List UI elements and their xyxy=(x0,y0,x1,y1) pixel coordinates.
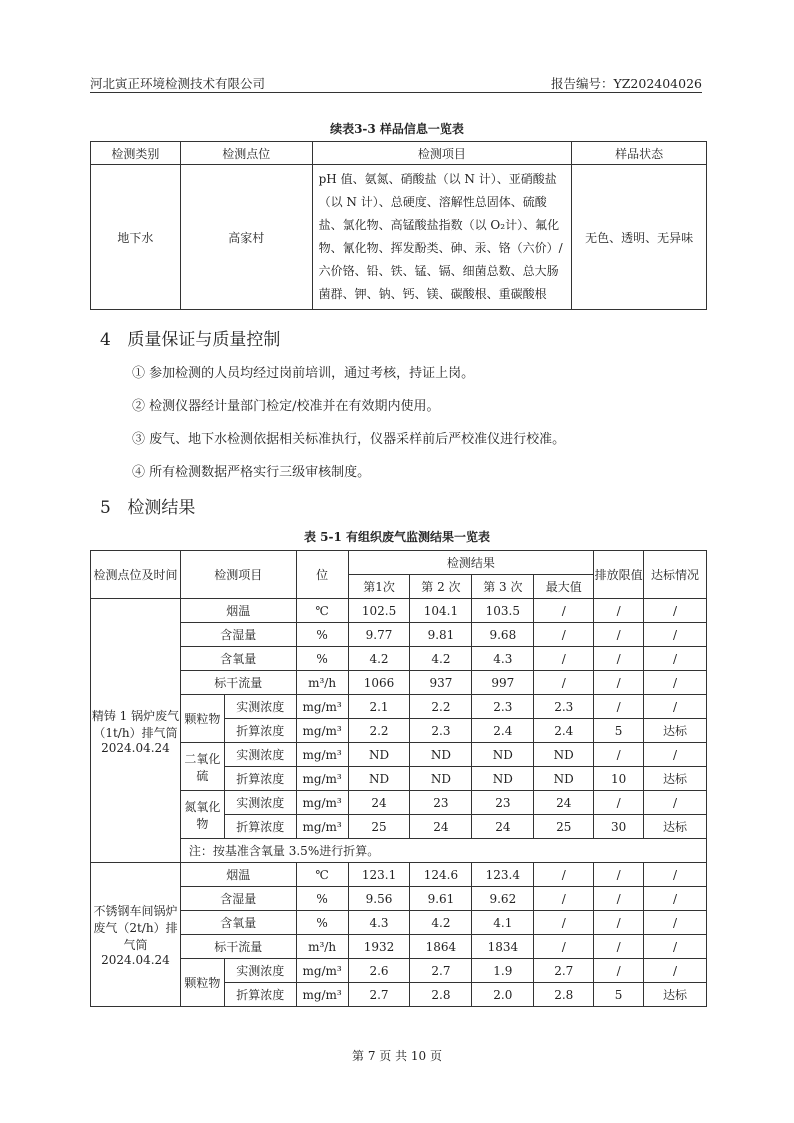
value-cell: ND xyxy=(410,743,472,767)
unit-cell: % xyxy=(296,887,348,911)
value-cell: / xyxy=(594,911,644,935)
table-row xyxy=(91,599,707,623)
header-run-3: 第 3 次 xyxy=(472,575,534,599)
page-header xyxy=(90,72,702,93)
value-cell: / xyxy=(594,623,644,647)
unit-cell: mg/m³ xyxy=(296,815,348,839)
header-category: 检测类别 xyxy=(91,142,181,165)
section-5-heading xyxy=(100,493,195,518)
value-cell: / xyxy=(534,671,594,695)
value-cell: 1864 xyxy=(410,935,472,959)
value-cell: 24 xyxy=(472,815,534,839)
value-cell: 5 xyxy=(594,719,644,743)
value-cell: ND xyxy=(472,743,534,767)
table-row xyxy=(91,165,707,310)
sub-item-cell: 折算浓度 xyxy=(224,983,296,1007)
table-row xyxy=(91,791,707,815)
point-time-cell: 不锈钢车间锅炉废气（2t/h）排气筒 2024.04.24 xyxy=(91,863,181,1007)
section-4-heading xyxy=(100,325,280,350)
pollutant-cell: 颗粒物 xyxy=(180,959,224,1007)
unit-cell: mg/m³ xyxy=(296,743,348,767)
value-cell: 25 xyxy=(348,815,410,839)
table-row xyxy=(91,887,707,911)
unit-cell: ℃ xyxy=(296,863,348,887)
table-row xyxy=(91,647,707,671)
company-name: 河北寅正环境检测技术有限公司 xyxy=(90,76,266,91)
item-cell: 含湿量 xyxy=(180,887,296,911)
header-limit: 排放限值 xyxy=(594,551,644,599)
value-cell: ND xyxy=(534,767,594,791)
item-cell: 含湿量 xyxy=(180,623,296,647)
value-cell: 25 xyxy=(534,815,594,839)
value-cell: / xyxy=(644,743,707,767)
value-cell: 2.2 xyxy=(410,695,472,719)
unit-cell: mg/m³ xyxy=(296,767,348,791)
value-cell: / xyxy=(644,647,707,671)
point-time-cell: 精铸 1 锅炉废气（1t/h）排气筒 2024.04.24 xyxy=(91,599,181,863)
value-cell: 124.6 xyxy=(410,863,472,887)
table-5-1-caption: 表 5-1 有组织废气监测结果一览表 xyxy=(303,530,491,544)
value-cell: 2.7 xyxy=(348,983,410,1007)
value-cell: 2.1 xyxy=(348,695,410,719)
sub-item-cell: 实测浓度 xyxy=(224,959,296,983)
table-note-row xyxy=(91,839,707,863)
sub-item-cell: 折算浓度 xyxy=(224,815,296,839)
header-items: 检测项目 xyxy=(312,142,572,165)
sub-item-cell: 折算浓度 xyxy=(224,767,296,791)
value-cell: / xyxy=(534,647,594,671)
value-cell: 4.3 xyxy=(472,647,534,671)
unit-cell: mg/m³ xyxy=(296,959,348,983)
value-cell: / xyxy=(534,863,594,887)
value-cell: / xyxy=(534,887,594,911)
table-row xyxy=(91,743,707,767)
sub-item-cell: 实测浓度 xyxy=(224,791,296,815)
value-cell: 104.1 xyxy=(410,599,472,623)
table-3-3-caption: 续表3-3 样品信息一览表 xyxy=(330,122,464,136)
unit-cell: m³/h xyxy=(296,935,348,959)
value-cell: 1.9 xyxy=(472,959,534,983)
item-cell: 含氧量 xyxy=(180,911,296,935)
value-cell: 2.4 xyxy=(472,719,534,743)
unit-cell: ℃ xyxy=(296,599,348,623)
value-cell: / xyxy=(594,599,644,623)
value-cell: / xyxy=(594,863,644,887)
sample-info-table xyxy=(90,141,707,310)
value-cell: 4.3 xyxy=(348,911,410,935)
sub-item-cell: 实测浓度 xyxy=(224,695,296,719)
value-cell: / xyxy=(594,959,644,983)
value-cell: 9.81 xyxy=(410,623,472,647)
report-number: 报告编号：YZ202404026 xyxy=(550,76,702,91)
value-cell: 4.2 xyxy=(410,647,472,671)
value-cell: 9.62 xyxy=(472,887,534,911)
table-header-row xyxy=(91,142,707,165)
header-point: 检测点位 xyxy=(180,142,312,165)
value-cell: / xyxy=(644,623,707,647)
value-cell: 2.7 xyxy=(410,959,472,983)
sub-item-cell: 折算浓度 xyxy=(224,719,296,743)
value-cell: / xyxy=(644,887,707,911)
value-cell: / xyxy=(594,887,644,911)
table-row xyxy=(91,935,707,959)
value-cell: 4.2 xyxy=(348,647,410,671)
value-cell: / xyxy=(644,863,707,887)
unit-cell: m³/h xyxy=(296,671,348,695)
section-number: 4 xyxy=(100,330,111,350)
value-cell: 达标 xyxy=(644,719,707,743)
unit-cell: mg/m³ xyxy=(296,791,348,815)
emission-results-table xyxy=(90,550,707,1007)
value-cell: / xyxy=(644,791,707,815)
header-max: 最大值 xyxy=(534,575,594,599)
value-cell: ND xyxy=(472,767,534,791)
value-cell: / xyxy=(644,935,707,959)
value-cell: 123.4 xyxy=(472,863,534,887)
value-cell: / xyxy=(534,623,594,647)
section-title: 检测结果 xyxy=(127,498,196,518)
table-row xyxy=(91,911,707,935)
value-cell: / xyxy=(534,911,594,935)
section-title: 质量保证与质量控制 xyxy=(127,330,281,350)
table-row xyxy=(91,623,707,647)
value-cell: 10 xyxy=(594,767,644,791)
header-item: 检测项目 xyxy=(180,551,296,599)
value-cell: 达标 xyxy=(644,815,707,839)
value-cell: 1932 xyxy=(348,935,410,959)
note-cell: 注：按基准含氧量 3.5%进行折算。 xyxy=(180,839,706,863)
header-state: 样品状态 xyxy=(572,142,707,165)
value-cell: ND xyxy=(534,743,594,767)
value-cell: 9.77 xyxy=(348,623,410,647)
header-point-time: 检测点位及时间 xyxy=(91,551,181,599)
item-cell: 标干流量 xyxy=(180,671,296,695)
item-cell: 烟温 xyxy=(180,599,296,623)
value-cell: 达标 xyxy=(644,767,707,791)
value-cell: 2.4 xyxy=(534,719,594,743)
value-cell: / xyxy=(644,911,707,935)
value-cell: 24 xyxy=(410,815,472,839)
value-cell: 2.6 xyxy=(348,959,410,983)
value-cell: / xyxy=(644,599,707,623)
unit-cell: % xyxy=(296,647,348,671)
value-cell: 2.2 xyxy=(348,719,410,743)
value-cell: 23 xyxy=(410,791,472,815)
table-row xyxy=(91,959,707,983)
sub-item-cell: 实测浓度 xyxy=(224,743,296,767)
value-cell: 23 xyxy=(472,791,534,815)
page-footer: 第 7 页 共 10 页 xyxy=(352,1049,442,1063)
unit-cell: mg/m³ xyxy=(296,719,348,743)
value-cell: / xyxy=(534,599,594,623)
header-unit: 位 xyxy=(296,551,348,599)
value-cell: 2.3 xyxy=(472,695,534,719)
state-cell: 无色、透明、无异味 xyxy=(572,165,707,310)
qa-item: ③ 废气、地下水检测依据相关标准执行，仪器采样前后严校准仪进行校准。 xyxy=(132,432,566,447)
value-cell: / xyxy=(534,935,594,959)
value-cell: 2.3 xyxy=(410,719,472,743)
table-row xyxy=(91,671,707,695)
value-cell: / xyxy=(594,647,644,671)
value-cell: 103.5 xyxy=(472,599,534,623)
value-cell: 2.0 xyxy=(472,983,534,1007)
value-cell: 30 xyxy=(594,815,644,839)
section-number: 5 xyxy=(100,498,111,518)
pollutant-cell: 二氧化硫 xyxy=(180,743,224,791)
value-cell: ND xyxy=(410,767,472,791)
value-cell: 9.56 xyxy=(348,887,410,911)
value-cell: 1834 xyxy=(472,935,534,959)
value-cell: 1066 xyxy=(348,671,410,695)
header-results: 检测结果 xyxy=(348,551,594,575)
value-cell: 937 xyxy=(410,671,472,695)
unit-cell: % xyxy=(296,623,348,647)
value-cell: 2.8 xyxy=(534,983,594,1007)
items-cell: pH 值、氨氮、硝酸盐（以 N 计）、亚硝酸盐（以 N 计）、总硬度、溶解性总固体、硫酸盐、氯化物、高锰酸盐指数（以 O₂计）、氟化物、氰化物、挥发酚类、砷、汞、铬（六价）/六价铬、铅、铁、锰、镉、细菌总数、总大肠菌群、钾、钠、钙、镁、碳酸根、重碳酸根 xyxy=(312,165,572,310)
value-cell: / xyxy=(594,743,644,767)
value-cell: 2.8 xyxy=(410,983,472,1007)
value-cell: 4.2 xyxy=(410,911,472,935)
table-row xyxy=(91,695,707,719)
table-header-row xyxy=(91,551,707,575)
point-cell: 高家村 xyxy=(180,165,312,310)
unit-cell: mg/m³ xyxy=(296,695,348,719)
value-cell: 997 xyxy=(472,671,534,695)
value-cell: / xyxy=(644,671,707,695)
value-cell: / xyxy=(644,959,707,983)
value-cell: 5 xyxy=(594,983,644,1007)
value-cell: 24 xyxy=(348,791,410,815)
value-cell: / xyxy=(594,671,644,695)
header-run-2: 第 2 次 xyxy=(410,575,472,599)
category-cell: 地下水 xyxy=(91,165,181,310)
value-cell: 2.3 xyxy=(534,695,594,719)
value-cell: 达标 xyxy=(644,983,707,1007)
unit-cell: % xyxy=(296,911,348,935)
value-cell: / xyxy=(594,695,644,719)
item-cell: 烟温 xyxy=(180,863,296,887)
qa-item: ② 检测仪器经计量部门检定/校准并在有效期内使用。 xyxy=(132,399,440,414)
value-cell: 102.5 xyxy=(348,599,410,623)
value-cell: 9.61 xyxy=(410,887,472,911)
table-row xyxy=(91,863,707,887)
value-cell: 9.68 xyxy=(472,623,534,647)
pollutant-cell: 颗粒物 xyxy=(180,695,224,743)
value-cell: 2.7 xyxy=(534,959,594,983)
value-cell: 123.1 xyxy=(348,863,410,887)
value-cell: 4.1 xyxy=(472,911,534,935)
header-run-1: 第1次 xyxy=(348,575,410,599)
unit-cell: mg/m³ xyxy=(296,983,348,1007)
header-status: 达标情况 xyxy=(644,551,707,599)
value-cell: ND xyxy=(348,743,410,767)
pollutant-cell: 氮氧化物 xyxy=(180,791,224,839)
value-cell: ND xyxy=(348,767,410,791)
value-cell: / xyxy=(594,935,644,959)
value-cell: / xyxy=(594,791,644,815)
value-cell: / xyxy=(644,695,707,719)
value-cell: 24 xyxy=(534,791,594,815)
item-cell: 标干流量 xyxy=(180,935,296,959)
qa-item: ① 参加检测的人员均经过岗前培训，通过考核，持证上岗。 xyxy=(132,366,475,381)
qa-item: ④ 所有检测数据严格实行三级审核制度。 xyxy=(132,465,371,480)
item-cell: 含氧量 xyxy=(180,647,296,671)
